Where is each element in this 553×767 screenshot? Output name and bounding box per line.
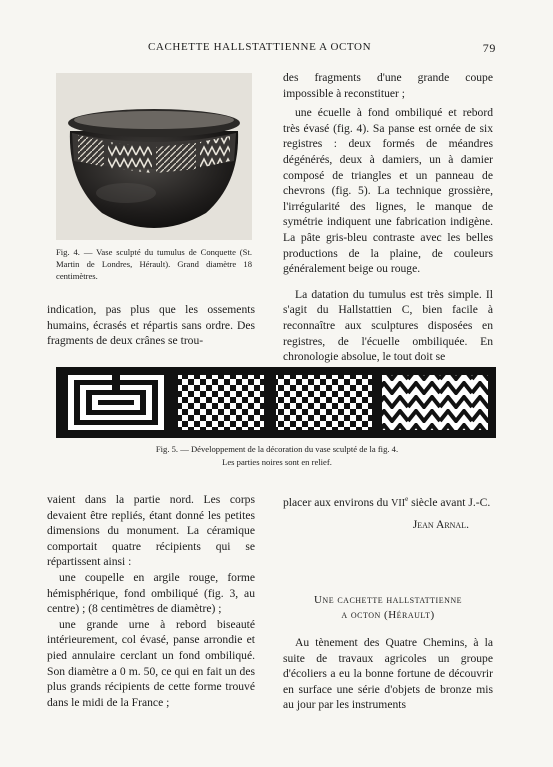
right-bottom-paragraph-2: Au tènement des Quatre Chemins, à la suite de travaux agricoles un groupe d'écoliers a eu la bonne fortune de découvrir en surface une série d'objets de bronze mis au jour par les instruments bbox=[283, 636, 493, 712]
century-sup: e bbox=[405, 495, 409, 503]
right-top-paragraph-1: des fragments d'une grande coupe impossible à reconstituer ; bbox=[283, 71, 493, 100]
section-title-line-2: a octon (Hérault) bbox=[341, 609, 435, 622]
header-title: CACHETTE HALLSTATTIENNE A OCTON bbox=[148, 41, 372, 53]
left-bottom-paragraph-1: vaient dans la partie nord. Les corps devaient être repliés, étant donné les petites dimensions du monument. La céramique comportait quatre récipients qui se répartissent ainsi : bbox=[47, 493, 255, 569]
vase-illustration bbox=[56, 73, 252, 240]
right-top-paragraph-3: La datation du tumulus est très simple. Il s'agit du Hallstattien C, bien facile à reconnaître aux sculptures disposées en registres, de l'écuelle ombiliquée. En chronologie absolue, le tout doit se bbox=[283, 287, 493, 364]
checker-panel-2 bbox=[276, 375, 372, 430]
fig4-caption: Fig. 4. — Vase sculpté du tumulus de Conquette (St. Martin de Londres, Hérault). Grand diamètre 18 centimètres. bbox=[56, 247, 252, 282]
fig5-caption bbox=[72, 443, 482, 468]
left-column-top bbox=[47, 302, 255, 349]
century-numeral: VII bbox=[391, 497, 406, 509]
checker-panel-1 bbox=[178, 375, 264, 430]
right-top-paragraph-2: une écuelle à fond ombiliqué et rebord très évasé (fig. 4). Sa panse est ornée de six registres : deux formés de méandres dégénérés, deux à damiers, un à damier composé de triangles et un panneau de chevrons (fig. 5). La technique grossière, l'irrégularité des lignes, le manque de symétrie indiquent une fabrication indigène. La pâte gris-bleu contraste avec les belles productions de la plaine, de couleurs généralement beige ou rouge. bbox=[283, 106, 493, 276]
left-bottom-paragraph-2: une coupelle en argile rouge, forme hémisphérique, fond ombiliqué (fig. 3, au centre) ; (8 centimètres de diamètre) ; bbox=[47, 570, 255, 616]
left-bottom-paragraph-3: une grande urne à rebord biseauté intérieurement, col évasé, panse arrondie et pied annulaire cerclant un fond ombiliqué. Son diamètre a 0 m. 50, ce qui en fait un des plus grands récipients de cette forme trouvé dans le midi de la France ; bbox=[47, 617, 255, 709]
fig5-caption-line-1: Fig. 5. — Développement de la décoration du vase sculpté de la fig. 4. bbox=[155, 444, 399, 454]
fig5-decoration bbox=[56, 367, 496, 438]
fig5-illustration bbox=[56, 367, 496, 438]
fig5-caption-line-2: Les parties noires sont en relief. bbox=[222, 456, 332, 467]
author-signature: Jean Arnal. bbox=[412, 518, 469, 532]
right-bottom-paragraph-1 bbox=[283, 492, 493, 511]
page-number: 79 bbox=[482, 41, 496, 55]
p1-end: siècle avant J.-C. bbox=[408, 495, 491, 509]
vase-photo bbox=[56, 73, 252, 240]
right-column-bottom bbox=[283, 492, 493, 713]
p1-text: placer aux environs du bbox=[283, 495, 392, 509]
section-title bbox=[283, 593, 493, 623]
left-column-bottom bbox=[47, 492, 255, 710]
section-title-line-1: Une cachette hallstattienne bbox=[313, 594, 463, 607]
left-top-paragraph: indication, pas plus que les ossements humains, écrasés et répartis sans ordre. Des fragments de deux crânes se trou- bbox=[47, 303, 255, 348]
right-column-top bbox=[283, 70, 493, 365]
meander-panel-1 bbox=[68, 375, 164, 430]
chevron-panel bbox=[382, 375, 488, 430]
